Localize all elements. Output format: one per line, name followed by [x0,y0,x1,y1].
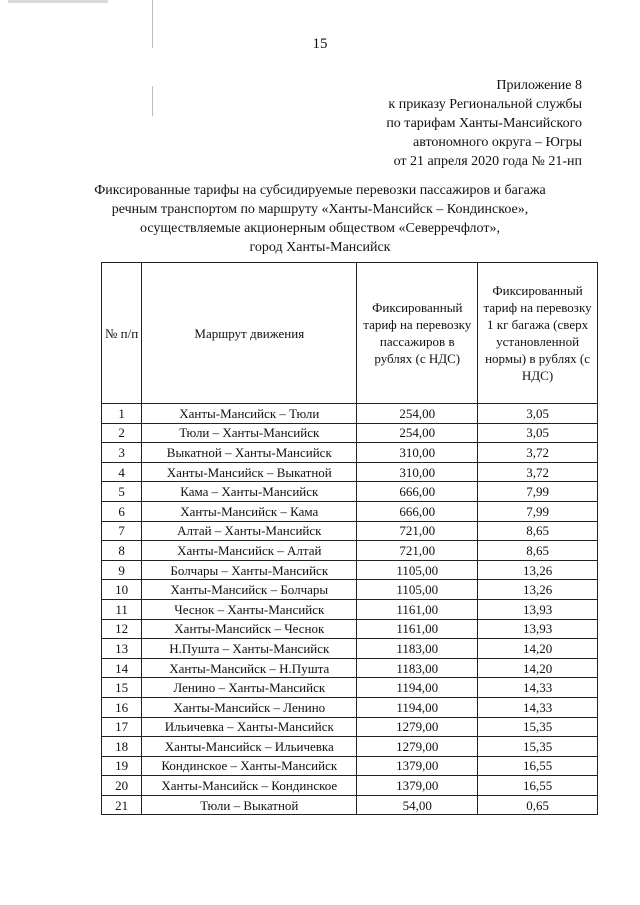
cell-num: 4 [102,462,142,482]
cell-route: Ильичевка – Ханты-Мансийск [142,717,357,737]
header-num: № п/п [102,263,142,404]
cell-route: Выкатной – Ханты-Мансийск [142,443,357,463]
table-row [102,482,598,502]
cell-passenger-tariff: 666,00 [357,482,478,502]
cell-passenger-tariff: 721,00 [357,541,478,561]
cell-num: 2 [102,423,142,443]
cell-passenger-tariff: 1279,00 [357,717,478,737]
scan-artifact [8,0,108,3]
appendix-line: по тарифам Ханты-Мансийского [386,116,582,131]
cell-baggage-tariff: 16,55 [478,756,598,776]
table-row [102,580,598,600]
tariff-table [101,262,598,815]
cell-route: Чеснок – Ханты-Мансийск [142,599,357,619]
header-route: Маршрут движения [142,263,357,404]
cell-num: 3 [102,443,142,463]
cell-passenger-tariff: 1161,00 [357,599,478,619]
cell-passenger-tariff: 254,00 [357,404,478,424]
cell-route: Н.Пушта – Ханты-Мансийск [142,639,357,659]
cell-baggage-tariff: 14,20 [478,639,598,659]
table-row [102,658,598,678]
cell-baggage-tariff: 7,99 [478,501,598,521]
cell-passenger-tariff: 1183,00 [357,658,478,678]
cell-num: 19 [102,756,142,776]
cell-num: 12 [102,619,142,639]
table-row [102,501,598,521]
cell-route: Тюли – Ханты-Мансийск [142,423,357,443]
cell-route: Алтай – Ханты-Мансийск [142,521,357,541]
table-row [102,619,598,639]
table-row [102,776,598,796]
table-header-row [102,263,598,404]
header-passenger-tariff: Фиксированный тариф на перевозку пассажиров в рублях (с НДС) [357,263,478,404]
cell-passenger-tariff: 1194,00 [357,678,478,698]
cell-route: Ханты-Мансийск – Ильичевка [142,737,357,757]
cell-baggage-tariff: 13,93 [478,619,598,639]
table-row [102,795,598,815]
cell-baggage-tariff: 0,65 [478,795,598,815]
cell-num: 1 [102,404,142,424]
cell-baggage-tariff: 3,05 [478,423,598,443]
appendix-line: от 21 апреля 2020 года № 21-нп [393,154,582,169]
table-row [102,560,598,580]
table-row [102,541,598,561]
cell-baggage-tariff: 14,33 [478,697,598,717]
cell-passenger-tariff: 1105,00 [357,560,478,580]
cell-baggage-tariff: 3,05 [478,404,598,424]
cell-route: Ленино – Ханты-Мансийск [142,678,357,698]
document-title [60,181,580,257]
cell-route: Кондинское – Ханты-Мансийск [142,756,357,776]
table-row [102,678,598,698]
cell-num: 20 [102,776,142,796]
cell-route: Ханты-Мансийск – Кама [142,501,357,521]
table-row [102,599,598,619]
cell-baggage-tariff: 14,20 [478,658,598,678]
cell-passenger-tariff: 1379,00 [357,756,478,776]
cell-route: Ханты-Мансийск – Выкатной [142,462,357,482]
cell-num: 10 [102,580,142,600]
cell-num: 15 [102,678,142,698]
cell-route: Ханты-Мансийск – Ленино [142,697,357,717]
table-row [102,639,598,659]
cell-route: Ханты-Мансийск – Болчары [142,580,357,600]
cell-num: 16 [102,697,142,717]
cell-num: 13 [102,639,142,659]
cell-baggage-tariff: 15,35 [478,717,598,737]
cell-num: 6 [102,501,142,521]
cell-baggage-tariff: 8,65 [478,541,598,561]
cell-route: Болчары – Ханты-Мансийск [142,560,357,580]
title-line: Фиксированные тарифы на субсидируемые перевозки пассажиров и багажа [94,183,546,198]
cell-passenger-tariff: 1279,00 [357,737,478,757]
cell-passenger-tariff: 1379,00 [357,776,478,796]
cell-passenger-tariff: 666,00 [357,501,478,521]
cell-passenger-tariff: 1183,00 [357,639,478,659]
cell-baggage-tariff: 15,35 [478,737,598,757]
title-line: осуществляемые акционерным обществом «Северречфлот», [140,221,500,236]
cell-passenger-tariff: 54,00 [357,795,478,815]
cell-num: 17 [102,717,142,737]
table-body [102,404,598,815]
cell-route: Тюли – Выкатной [142,795,357,815]
cell-baggage-tariff: 13,26 [478,560,598,580]
cell-passenger-tariff: 1194,00 [357,697,478,717]
cell-route: Ханты-Мансийск – Н.Пушта [142,658,357,678]
table-row [102,443,598,463]
cell-baggage-tariff: 8,65 [478,521,598,541]
cell-passenger-tariff: 310,00 [357,443,478,463]
cell-baggage-tariff: 13,26 [478,580,598,600]
cell-num: 5 [102,482,142,502]
table-row [102,404,598,424]
table-row [102,737,598,757]
table-row [102,462,598,482]
appendix-line: Приложение 8 [496,78,582,93]
cell-num: 11 [102,599,142,619]
header-baggage-tariff: Фиксированный тариф на перевозку 1 кг багажа (сверх установленной нормы) в рублях (с НДС) [478,263,598,404]
cell-passenger-tariff: 254,00 [357,423,478,443]
cell-passenger-tariff: 721,00 [357,521,478,541]
cell-baggage-tariff: 13,93 [478,599,598,619]
table-row [102,423,598,443]
cell-route: Ханты-Мансийск – Чеснок [142,619,357,639]
appendix-line: автономного округа – Югры [413,135,582,150]
cell-route: Ханты-Мансийск – Алтай [142,541,357,561]
appendix-block [386,76,582,171]
cell-num: 18 [102,737,142,757]
page-number: 15 [312,36,328,52]
cell-baggage-tariff: 16,55 [478,776,598,796]
title-line: город Ханты-Мансийск [249,240,391,255]
appendix-line: к приказу Региональной службы [388,97,582,112]
cell-route: Кама – Ханты-Мансийск [142,482,357,502]
cell-route: Ханты-Мансийск – Тюли [142,404,357,424]
table-row [102,717,598,737]
cell-baggage-tariff: 14,33 [478,678,598,698]
cell-passenger-tariff: 310,00 [357,462,478,482]
cell-num: 21 [102,795,142,815]
cell-num: 8 [102,541,142,561]
title-line: речным транспортом по маршруту «Ханты-Мансийск – Кондинское», [111,202,529,217]
cell-num: 9 [102,560,142,580]
cell-num: 7 [102,521,142,541]
cell-baggage-tariff: 3,72 [478,443,598,463]
table-row [102,697,598,717]
cell-passenger-tariff: 1161,00 [357,619,478,639]
scan-artifact [152,86,153,116]
cell-passenger-tariff: 1105,00 [357,580,478,600]
table-row [102,756,598,776]
cell-num: 14 [102,658,142,678]
cell-baggage-tariff: 7,99 [478,482,598,502]
table-row [102,521,598,541]
cell-route: Ханты-Мансийск – Кондинское [142,776,357,796]
cell-baggage-tariff: 3,72 [478,462,598,482]
